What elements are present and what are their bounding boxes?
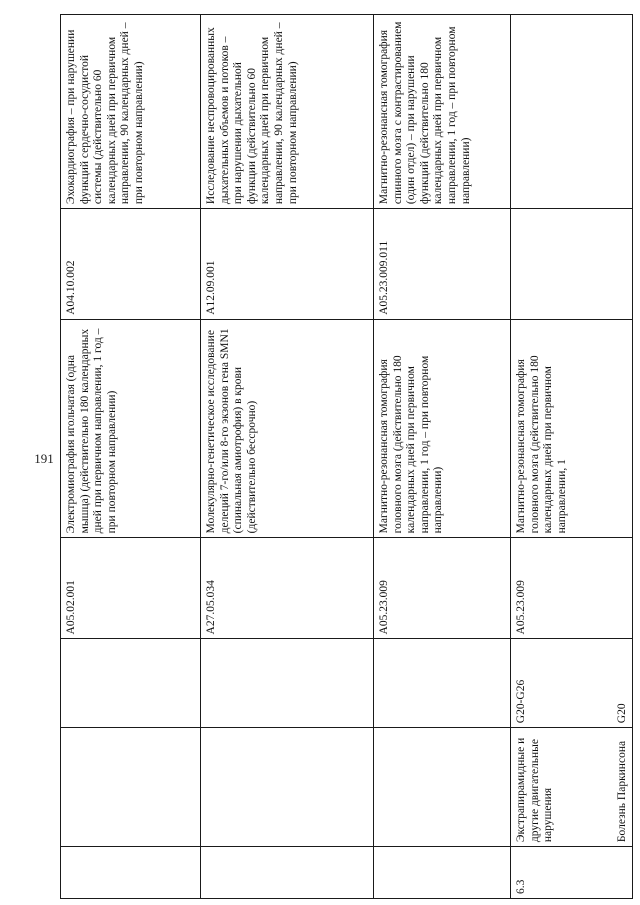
examinations-table [60,14,633,899]
table-row [374,15,511,899]
icd-code-cell [374,639,511,728]
service-code-cell: A05.23.009 [374,538,511,639]
table-row [201,15,374,899]
icd-code-stack [515,642,630,723]
service-description-cell: Магнитно-резонансная томография головного мозга (действительно 180 календарных дней при первичном направлении, 1 [511,319,633,538]
icd-code-cell [511,639,633,728]
condition-name-cell [61,728,201,847]
extra-service-description-cell [511,15,633,209]
condition-name-cell [511,728,633,847]
service-code-cell: A27.05.034 [201,538,374,639]
table-row [511,15,633,899]
extra-service-description-cell: Исследование неспровоцированных дыхательных объемов и потоков – при нарушении дыхательной функции (действительно 60 календарных дней при первичном направлении, 90 календарных дней – при повторном направлении) [201,15,374,209]
service-code-cell: A05.02.001 [61,538,201,639]
condition-name-cell [374,728,511,847]
service-description-cell: Молекулярно-генетическое исследование делеций 7-го/или 8-го экзонов гена SMN1 (спинальная амиотрофия) в крови (действительно бессрочно) [201,319,374,538]
row-number-cell [201,847,374,899]
extra-service-code-cell: A05.23.009.011 [374,209,511,320]
icd-code-cell [61,639,201,728]
icd-code-cell [201,639,374,728]
service-description-cell: Магнитно-резонансная томография головного мозга (действительно 180 календарных дней при первичном направлении, 1 год – при повторном направлении) [374,319,511,538]
condition-group-name: Экстрапирамидные и другие двигательные нарушения [515,737,555,843]
icd-group-code: G20-G26 [515,679,527,724]
table-row [61,15,201,899]
row-number-cell: 6.3 [511,847,633,899]
condition-name-cell [201,728,374,847]
service-code-cell: A05.23.009 [511,538,633,639]
extra-service-code-cell: A04.10.002 [61,209,201,320]
extra-service-description-cell: Эхокардиография – при нарушении функций сердечно-сосудистой системы (действительно 60 календарных дней при первичном направлении, 90 календарных дней – при повторном направлении) [61,15,201,209]
service-description-cell: Электромиография игольчатая (одна мышца) (действительно 180 календарных дней при первичном направлении, 1 год – при повторном направлении) [61,319,201,538]
condition-name-stack [515,731,630,842]
page-number: 191 [34,451,54,466]
icd-sub-code: G20 [616,703,629,724]
row-number-cell [374,847,511,899]
extra-service-code-cell: A12.09.001 [201,209,374,320]
extra-service-code-cell [511,209,633,320]
extra-service-description-cell: Магнитно-резонансная томография спинного мозга с контрастированием (один отдел) – при нарушении функций (действительно 180 календарных дней при первичном направлении, 1 год – при повторном направлении) [374,15,511,209]
row-number-cell [61,847,201,899]
condition-subname: Болезнь Паркинсона [616,740,629,843]
